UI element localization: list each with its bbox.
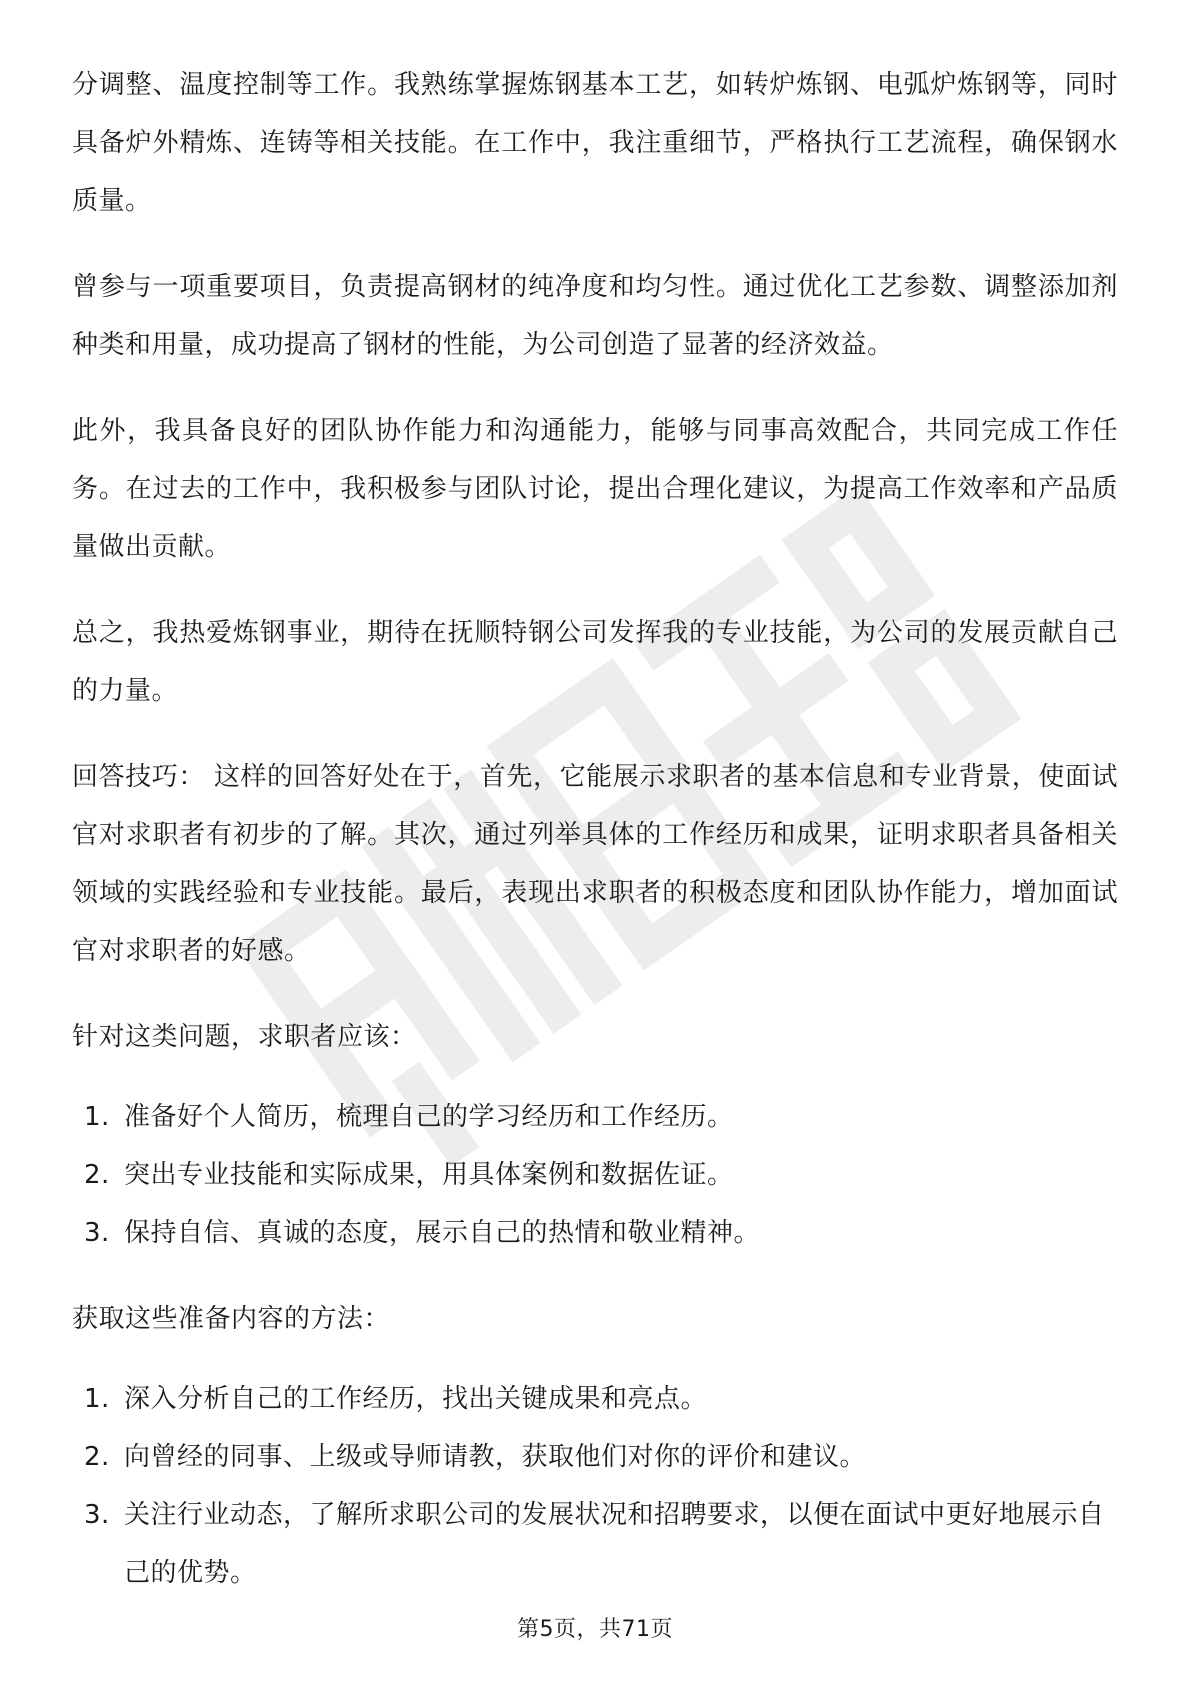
section-lead-preparation-methods: 获取这些准备内容的方法： [72,1304,391,1334]
list-item-number: 2. [84,1160,110,1190]
page-content [72,56,1118,1630]
list-item [72,1146,1118,1204]
paragraph-conclusion: 总之，我热爱炼钢事业，期待在抚顺特钢公司发挥我的专业技能，为公司的发展贡献自己的力量。 [72,618,1118,706]
list-item [72,1428,1118,1486]
list-item [72,1204,1118,1262]
list-item-text: 突出专业技能和实际成果，用具体案例和数据佐证。 [124,1160,734,1190]
paragraph-project: 曾参与一项重要项目，负责提高钢材的纯净度和均匀性。通过优化工艺参数、调整添加剂种类和用量，成功提高了钢材的性能，为公司创造了显著的经济效益。 [72,272,1118,360]
paragraph-teamwork: 此外，我具备良好的团队协作能力和沟通能力，能够与同事高效配合，共同完成工作任务。在过去的工作中，我积极参与团队讨论，提出合理化建议，为提高工作效率和产品质量做出贡献。 [72,416,1118,562]
page-number-footer: 第5页，共71页 [517,1617,673,1642]
list-item-text: 准备好个人简历，梳理自己的学习经历和工作经历。 [124,1102,734,1132]
list-item-text: 深入分析自己的工作经历，找出关键成果和亮点。 [124,1384,708,1414]
list-item-number: 3. [84,1218,110,1248]
section-lead-candidate-should: 针对这类问题，求职者应该： [72,1022,417,1052]
list-item-text: 向曾经的同事、上级或导师请教，获取他们对你的评价和建议。 [124,1442,867,1472]
list-item-text: 保持自信、真诚的态度，展示自己的热情和敬业精神。 [124,1218,761,1248]
list-item [72,1370,1118,1428]
list-candidate-should [72,1088,1118,1262]
list-item-number: 1. [84,1102,110,1132]
list-item-text: 关注行业动态，了解所求职公司的发展状况和招聘要求，以便在面试中更好地展示自己的优势。 [124,1500,1105,1588]
list-item-number: 2. [84,1442,110,1472]
list-item-number: 3. [84,1500,110,1530]
list-item-number: 1. [84,1384,110,1414]
list-preparation-methods [72,1370,1118,1602]
paragraph-answer-tips: 回答技巧： 这样的回答好处在于，首先，它能展示求职者的基本信息和专业背景，使面试官对求职者有初步的了解。其次，通过列举具体的工作经历和成果，证明求职者具备相关领域的实践经验和专业技能。最后，表现出求职者的积极态度和团队协作能力，增加面试官对求职者的好感。 [72,762,1118,966]
list-item [72,1088,1118,1146]
list-item [72,1486,1118,1602]
paragraph-experience: 分调整、温度控制等工作。我熟练掌握炼钢基本工艺，如转炉炼钢、电弧炉炼钢等，同时具备炉外精炼、连铸等相关技能。在工作中，我注重细节，严格执行工艺流程，确保钢水质量。 [72,70,1118,216]
